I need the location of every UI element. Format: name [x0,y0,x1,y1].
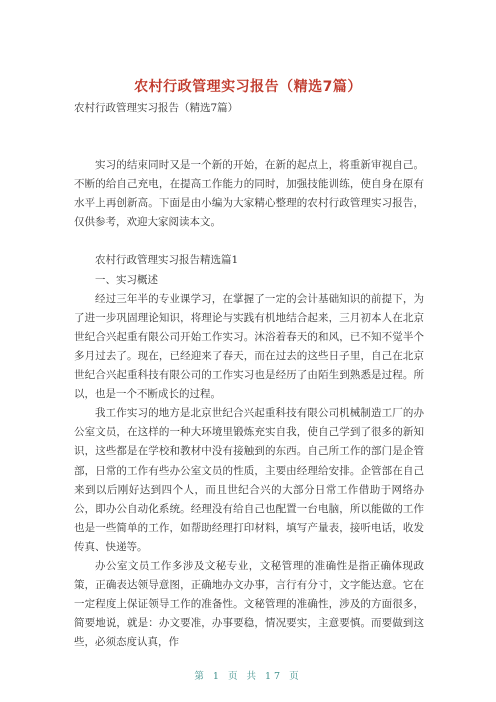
document-subtitle: 农村行政管理实习报告（精选7篇） [74,102,239,114]
intro-paragraph: 实习的结束同时又是一个新的开始，在新的起点上，将重新审视自己。不断的给自己充电，在提高工作能力的同时，加强技能训练，使自身在原有水平上再创新高。下面是由小编为大家精心整理的农村行政管理实习报告，仅供参考，欢迎大家阅读本文。 [74,159,424,229]
document-title: 农村行政管理实习报告（精选7篇） [134,79,362,95]
body-paragraph: 经过三年半的专业课学习，在掌握了一定的会计基础知识的前提下，为了进一步巩固理论知识，将理论与实践有机地结合起来，三月初本人在北京世纪合兴起重有限公司开始工作实习。沐浴着春天的和风，已不知不觉半个多月过去了。现在，已经迎来了春天，而在过去的这些日子里，自己在北京世纪合兴起重科技有限公司的工作实习也是经历了由陌生到熟悉是过程。所以，也是一个不断成长的过程。 [74,292,424,401]
section-heading: 一、实习概述 [95,273,158,286]
document-body [74,156,424,652]
body-paragraph: 办公室文员工作多涉及文秘专业，文秘管理的准确性是指正确体现政策，正确表达领导意图，正确地办文办事，言行有分寸，文字能达意。它在一定程度上保证领导工作的准备性。文秘管理的准确性，涉及的方面很多，简要地说，就是：办文要准，办事要稳，情况要实，主意要慎。而要做到这些，必须态度认真，作 [74,559,424,649]
body-paragraph: 我工作实习的地方是北京世纪合兴起重科技有限公司机械制造工厂的办公室文员，在这样的一种大环境里锻炼充实自我，使自己学到了很多的新知识，这些都是在学校和教材中没有接触到的东西。自己所工作的部门是企管部，日常的工作有些办公室文员的性质，主要由经理给安排。企管部在自己来到以后刚好达到四个人，而且世纪合兴的大部分日常工作借助于网络办公，即办公自动化系统。经理没有给自己也配置一台电脑，所以能做的工作也是一些简单的工作，如帮助经理打印材料，填写产量表，接听电话，收发传真、快递等。 [74,407,424,553]
section-title: 农村行政管理实习报告精选篇1 [95,254,239,267]
page-footer: 第 1 页 共 17 页 [194,671,302,682]
